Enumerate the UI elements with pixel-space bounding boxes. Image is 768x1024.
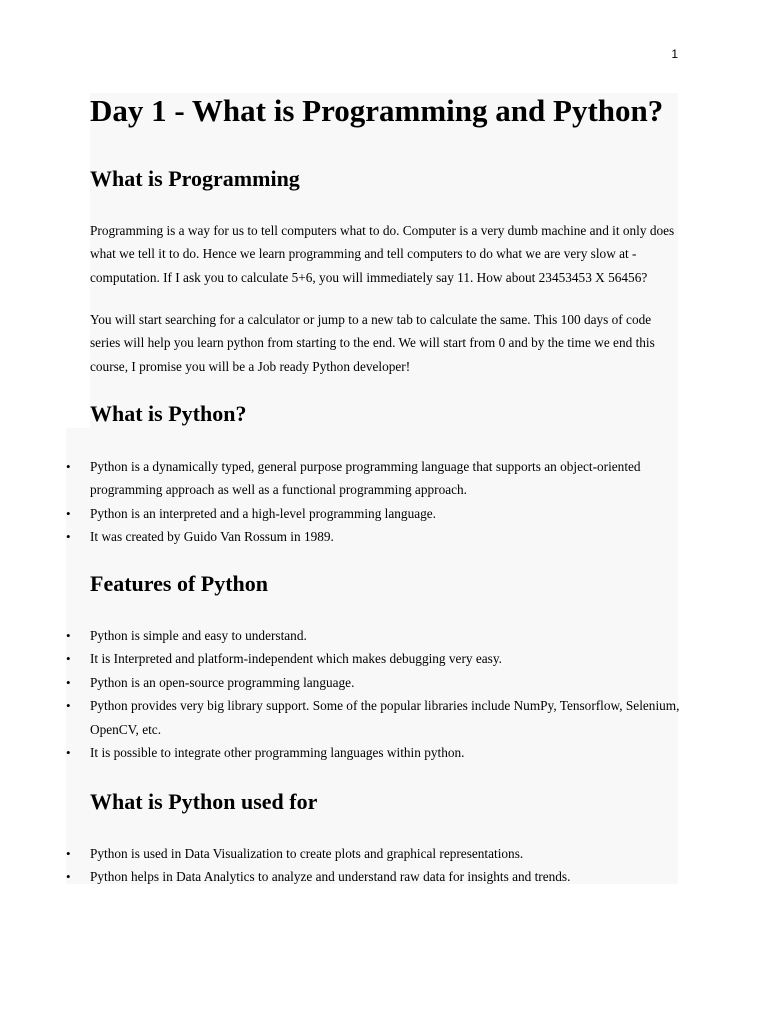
list-item-text: Python is used in Data Visualization to create plots and graphical representations. — [90, 846, 524, 861]
list-item — [0, 502, 690, 525]
list-item — [0, 741, 690, 764]
list-item — [0, 865, 690, 888]
list-item — [0, 694, 690, 741]
bullet-icon: • — [66, 651, 71, 667]
list-item-text: Python is simple and easy to understand. — [90, 628, 307, 643]
bullet-icon: • — [66, 698, 71, 714]
uses-list — [0, 842, 690, 889]
section-heading-python: What is Python? — [90, 401, 247, 426]
list-item — [0, 525, 690, 548]
programming-paragraph-1: Programming is a way for us to tell computers what to do. Computer is a very dumb machine and it only does what we tell it to do. Hence we learn programming and tell computers to do what we are very slow at - computation. If I ask you to calculate 5+6, you will immediately say 11. How about 23453453 X 56456? — [90, 223, 675, 285]
programming-paragraph-2: You will start searching for a calculator or jump to a new tab to calculate the same. This 100 days of code series will help you learn python from starting to the end. We will start from 0 and by the time we end this course, I promise you will be a Job ready Python developer! — [90, 312, 655, 374]
list-item-text: Python is an interpreted and a high-level programming language. — [90, 505, 436, 521]
python-list — [0, 455, 690, 549]
features-list — [0, 624, 690, 764]
list-item-text: It was created by Guido Van Rossum in 1989. — [90, 529, 334, 545]
bullet-icon: • — [66, 846, 71, 861]
list-item-text: Python helps in Data Analytics to analyze and understand raw data for insights and trends. — [90, 869, 571, 885]
list-item-text: It is Interpreted and platform-independent which makes debugging very easy. — [90, 651, 502, 667]
list-item-text: Python is an open-source programming language. — [90, 674, 355, 690]
bullet-icon: • — [66, 745, 71, 761]
list-item — [0, 647, 690, 670]
page-number: 1 — [671, 47, 678, 61]
list-item-text: Python is a dynamically typed, general purpose programming language that supports an object-oriented programming approach as well as a functional programming approach. — [90, 459, 641, 498]
list-item — [0, 671, 690, 694]
section-heading-programming: What is Programming — [90, 166, 300, 191]
bullet-icon: • — [66, 869, 71, 885]
bullet-icon: • — [66, 674, 71, 690]
document-title: Day 1 - What is Programming and Python? — [90, 93, 664, 128]
section-heading-uses: What is Python used for — [90, 789, 318, 814]
list-item-text: It is possible to integrate other programming languages within python. — [90, 745, 465, 761]
list-item — [0, 842, 690, 865]
bullet-icon: • — [66, 529, 71, 545]
bullet-icon: • — [66, 459, 71, 474]
list-item — [0, 624, 690, 647]
list-item-text: Python provides very big library support. Some of the popular libraries include NumPy, Tensorflow, Selenium, OpenCV, etc. — [90, 698, 680, 737]
list-item — [0, 455, 690, 502]
bullet-icon: • — [66, 628, 71, 643]
section-heading-features: Features of Python — [90, 571, 269, 596]
bullet-icon: • — [66, 505, 71, 521]
